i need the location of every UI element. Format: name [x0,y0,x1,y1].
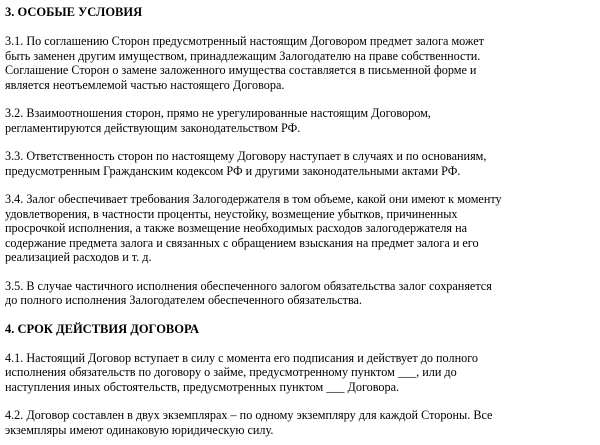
section-3-heading: 3. ОСОБЫЕ УСЛОВИЯ [5,5,143,19]
paragraph-line: экземпляры имеют одинаковую юридическую силу. [5,422,274,437]
paragraph-line: предусмотренным Гражданским кодексом РФ и другими законодательными актами РФ. [5,163,461,178]
paragraph-4-2 [5,408,597,437]
paragraph-line: 3.5. В случае частичного исполнения обеспеченного залогом обязательства залог сохраняется [5,278,492,293]
contract-document [5,0,597,437]
paragraph-3-3 [5,149,597,178]
paragraph-4-1 [5,351,597,395]
paragraph-line: реализацией расходов и т. д. [5,250,152,264]
paragraph-line: наступления иных обстоятельств, предусмотренных пунктом ___ Договора. [5,379,400,394]
paragraph-line: является неотъемлемой частью настоящего Договора. [5,77,285,92]
paragraph-line: регламентируются действующим законодательством РФ. [5,120,301,135]
paragraph-line: исполнения обязательств по договору о займе, предусмотренному пунктом ___, или до [5,365,457,379]
paragraph-line: 3.1. По соглашению Сторон предусмотренный настоящим Договором предмет залога может [5,34,484,48]
paragraph-3-2 [5,106,597,135]
paragraph-line: 3.3. Ответственность сторон по настоящему Договору наступает в случаях и по основаниям, [5,149,487,163]
paragraph-line: просрочкой исполнения, а также возмещение необходимых расходов залогодержателя на [5,221,468,235]
paragraph-line: содержание предмета залога и связанных с обращением взыскания на предмет залога и его [5,235,479,250]
paragraph-line: 3.2. Взаимоотношения сторон, прямо не урегулированные настоящим Договором, [5,106,431,120]
paragraph-line: 3.4. Залог обеспечивает требования Залогодержателя в том объеме, какой они имеют к моменту [5,192,502,206]
paragraph-3-1 [5,34,597,92]
paragraph-3-5 [5,279,597,308]
paragraph-line: 4.1. Настоящий Договор вступает в силу с момента его подписания и действует до полного [5,350,478,365]
paragraph-line: удовлетворения, в частности проценты, неустойку, возмещение убытков, причиненных [5,206,458,221]
paragraph-line: до полного исполнения Залогодателем обеспеченного обязательства. [5,293,363,307]
paragraph-line: быть заменен другим имуществом, принадлежащим Залогодателю на праве собственности. [5,48,481,63]
paragraph-line: Соглашение Сторон о замене заложенного имущества составляется в письменной форме и [5,63,477,77]
section-4-heading: 4. СРОК ДЕЙСТВИЯ ДОГОВОРА [5,321,200,336]
paragraph-3-4 [5,192,597,265]
paragraph-line: 4.2. Договор составлен в двух экземплярах – по одному экземпляру для каждой Стороны. Все [5,408,493,422]
